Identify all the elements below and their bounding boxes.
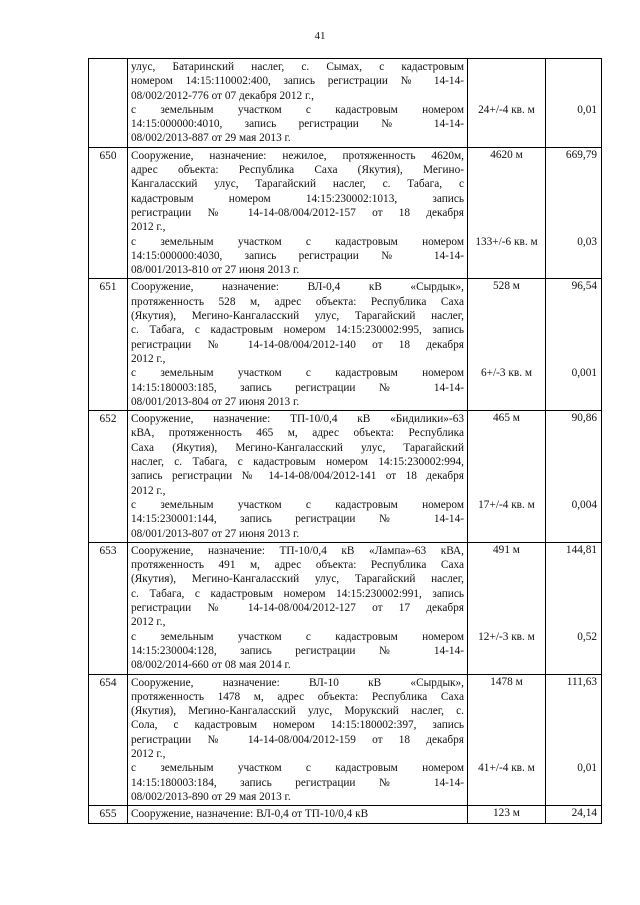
object-size: 123 м xyxy=(493,807,520,820)
description-line: наслег, с. Табага, с кадастровым номером 14:15:230002:994, xyxy=(131,456,464,469)
description-line: 14:15:180003:184, запись регистрации № 14-14- xyxy=(131,776,464,789)
description-line: Кангаласский улус, Тарагайский наслег, с. Табага, с xyxy=(131,178,464,191)
object-description xyxy=(128,59,468,148)
value-cell xyxy=(546,279,602,411)
description-line: 2012 г., xyxy=(131,352,166,365)
value-cell xyxy=(546,806,602,823)
description-line: регистрации № 14-14-08/004/2012-159 от 18 декабря xyxy=(131,733,464,746)
description-line: с. Табага, с кадастровым номером 14:15:230002:995, запись xyxy=(131,324,464,337)
description-line: запись регистрации № 14-14-08/004/2012-141 от 18 декабря xyxy=(131,470,464,483)
row-number xyxy=(89,59,128,148)
land-value: 0,03 xyxy=(577,235,597,248)
description-line: (Якутия), Мегино-Кангаласский улус, Тарагайский наслег, xyxy=(131,573,464,586)
description-line: 2012 г., xyxy=(131,484,166,497)
description-line: Сооружение, назначение: ВЛ-10 кВ «Сырдык», xyxy=(131,676,464,689)
table-row xyxy=(89,542,602,674)
object-description xyxy=(128,674,468,806)
description-line: регистрации № 14-14-08/004/2012-157 от 18 декабря xyxy=(131,206,464,219)
description-line: 08/001/2013-807 от 27 июня 2013 г. xyxy=(131,527,300,540)
land-value: 0,52 xyxy=(577,630,597,643)
row-number: 653 xyxy=(89,542,128,674)
description-line: 08/002/2013-890 от 29 мая 2013 г. xyxy=(131,790,291,803)
row-number: 655 xyxy=(89,806,128,823)
object-size: 528 м xyxy=(493,280,520,293)
size-cell xyxy=(468,59,546,148)
description-line: 08/001/2013-810 от 27 июня 2013 г. xyxy=(131,264,300,277)
description-line: улус, Батаринский наслег, с. Сымах, с кадастровым xyxy=(131,61,464,73)
object-value: 144,81 xyxy=(565,543,597,556)
object-value: 669,79 xyxy=(565,148,597,161)
object-description xyxy=(128,542,468,674)
table-row xyxy=(89,279,602,411)
description-line: 14:15:230001:144, запись регистрации № 14-14- xyxy=(131,513,464,526)
description-line: 14:15:000000:4010, запись регистрации № 14-14- xyxy=(131,118,464,131)
value-cell xyxy=(546,542,602,674)
size-cell xyxy=(468,542,546,674)
row-number: 651 xyxy=(89,279,128,411)
table-row xyxy=(89,674,602,806)
size-cell xyxy=(468,147,546,279)
description-line: 14:15:230004:128, запись регистрации № 14-14- xyxy=(131,644,464,657)
value-cell xyxy=(546,674,602,806)
table-row xyxy=(89,806,602,823)
value-cell xyxy=(546,59,602,148)
description-line: регистрации № 14-14-08/004/2012-127 от 17 декабря xyxy=(131,602,464,615)
description-line: 2012 г., xyxy=(131,748,166,761)
description-line: с земельным участком с кадастровым номером xyxy=(131,762,464,775)
description-line: 08/002/2013-887 от 29 мая 2013 г. xyxy=(131,132,291,145)
page-number: 41 xyxy=(314,30,326,42)
object-description xyxy=(128,806,468,823)
size-cell xyxy=(468,411,546,543)
description-line: кадастровым номером 14:15:230002:1013, запись xyxy=(131,192,464,205)
description-line: 14:15:000000:4030, запись регистрации № 14-14- xyxy=(131,249,464,262)
object-size: 4620 м xyxy=(490,148,523,161)
description-line: Сооружение, назначение: ВЛ-0,4 от ТП-10/0,4 кВ xyxy=(131,808,369,821)
object-value: 111,63 xyxy=(566,675,597,688)
description-line: Сооружение, назначение: ТП-10/0,4 кВ «Бидилики»-63 xyxy=(131,413,464,426)
description-line: с земельным участком с кадастровым номером xyxy=(131,498,464,511)
description-line: Сооружение, назначение: нежилое, протяженность 4620м, xyxy=(131,149,464,162)
description-line: Сола, с кадастровым номером 14:15:180002:397, запись xyxy=(131,719,464,732)
object-size: 465 м xyxy=(493,412,520,425)
land-value: 0,01 xyxy=(577,103,597,116)
description-line: с земельным участком с кадастровым номером xyxy=(131,103,464,116)
object-description xyxy=(128,411,468,543)
land-area: 12+/-3 кв. м xyxy=(478,630,535,643)
land-area: 41+/-4 кв. м xyxy=(478,762,535,775)
description-line: Сооружение, назначение: ВЛ-0,4 кВ «Сырдык», xyxy=(131,281,464,294)
description-line: 14:15:180003:185, запись регистрации № 14-14- xyxy=(131,381,464,394)
description-line: протяженность 528 м, адрес объекта: Республика Саха xyxy=(131,295,464,308)
description-line: с земельным участком с кадастровым номером xyxy=(131,630,464,643)
property-registry-table xyxy=(88,58,602,824)
land-value: 0,001 xyxy=(571,367,597,380)
object-value: 90,86 xyxy=(571,412,597,425)
land-area: 6+/-3 кв. м xyxy=(480,367,532,380)
object-value: 24,14 xyxy=(571,807,597,820)
row-number: 654 xyxy=(89,674,128,806)
land-area: 24+/-4 кв. м xyxy=(478,103,535,116)
object-description xyxy=(128,147,468,279)
object-size: 491 м xyxy=(493,543,520,556)
description-line: 08/002/2012-776 от 07 декабря 2012 г., xyxy=(131,89,314,102)
description-line: протяженность 491 м, адрес объекта: Республика Саха xyxy=(131,559,464,572)
description-line: 2012 г., xyxy=(131,221,166,234)
land-area: 17+/-4 кв. м xyxy=(478,498,535,511)
description-line: 08/002/2014-660 от 08 мая 2014 г. xyxy=(131,659,291,672)
table-body xyxy=(89,59,602,824)
description-line: с земельным участком с кадастровым номером xyxy=(131,235,464,248)
description-line: кВА, протяженность 465 м, адрес объекта: Республика xyxy=(131,427,464,440)
land-value: 0,01 xyxy=(577,762,597,775)
description-line: регистрации № 14-14-08/004/2012-140 от 18 декабря xyxy=(131,338,464,351)
land-value: 0,004 xyxy=(571,498,597,511)
value-cell xyxy=(546,147,602,279)
description-line: протяженность 1478 м, адрес объекта: Республика Саха xyxy=(131,690,464,703)
object-description xyxy=(128,279,468,411)
description-line: (Якутия), Мегино-Кангаласский улус, Тарагайский наслег, xyxy=(131,310,464,323)
description-line: адрес объекта: Республика Саха (Якутия), Мегино- xyxy=(131,164,464,177)
table-row xyxy=(89,411,602,543)
description-line: 2012 г., xyxy=(131,616,166,629)
value-cell xyxy=(546,411,602,543)
description-line: номером 14:15:110002:400, запись регистрации № 14-14- xyxy=(131,75,464,88)
description-line: 08/001/2013-804 от 27 июня 2013 г. xyxy=(131,395,300,408)
table-row xyxy=(89,59,602,148)
object-size: 1478 м xyxy=(490,675,523,688)
object-value: 96,54 xyxy=(571,280,597,293)
row-number: 652 xyxy=(89,411,128,543)
table-row xyxy=(89,147,602,279)
size-cell xyxy=(468,279,546,411)
description-line: с земельным участком с кадастровым номером xyxy=(131,367,464,380)
description-line: (Якутия), Мегино-Кангаласский улус, Морукский наслег, с. xyxy=(131,705,464,718)
row-number: 650 xyxy=(89,147,128,279)
description-line: Сооружение, назначение: ТП-10/0,4 кВ «Лампа»-63 кВА, xyxy=(131,544,464,557)
description-line: Саха (Якутия), Мегино-Кангаласский улус, Тарагайский xyxy=(131,441,464,454)
size-cell xyxy=(468,674,546,806)
description-line: с. Табага, с кадастровым номером 14:15:230002:991, запись xyxy=(131,587,464,600)
land-area: 133+/-6 кв. м xyxy=(475,235,538,248)
size-cell xyxy=(468,806,546,823)
